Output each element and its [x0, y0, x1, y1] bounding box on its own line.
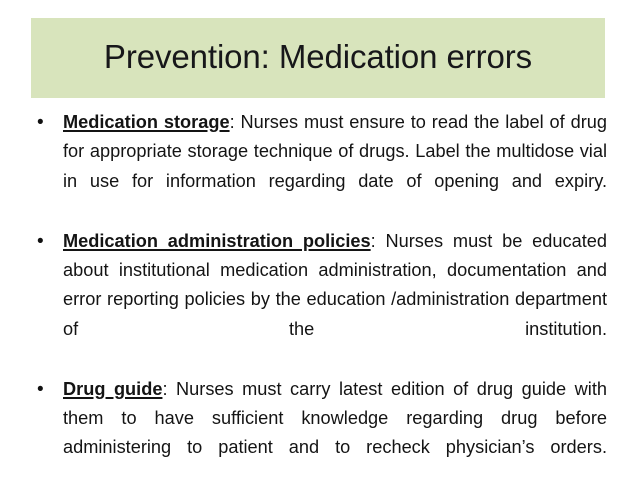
- list-item-body: : Nurses must ensure to read the label of drug for appropriate storage technique of drugs. Label the multidose vial in use for information regarding date of opening and expiry.: [63, 112, 607, 191]
- list-item-text: [63, 227, 607, 374]
- page-title: Prevention: Medication errors: [103, 37, 533, 75]
- list-item: [31, 108, 607, 226]
- slide-title-band: [31, 18, 605, 98]
- bullet-point-icon: •: [37, 230, 44, 252]
- list-item: [31, 375, 607, 492]
- bullet-point-icon: •: [37, 112, 44, 133]
- bullet-point-icon: •: [37, 378, 44, 400]
- list-item-text: [63, 375, 607, 492]
- list-item-text: [63, 108, 607, 226]
- slide-body: [31, 108, 607, 492]
- list-item-lead: Medication storage: [63, 112, 230, 132]
- list-item-body: : Nurses must carry latest edition of drug guide with them to have sufficient knowledge regarding drug before administering to patient and to recheck physician’s orders.: [63, 378, 608, 458]
- list-item-body: : Nurses must be educated about institutional medication administration, documentation and error reporting policies by the education /administration department of the institution.: [63, 230, 608, 339]
- list-item-lead: Medication administration policies: [63, 230, 371, 251]
- list-item-lead: Drug guide: [63, 378, 163, 399]
- list-item: [31, 227, 607, 374]
- bullet-list: [31, 108, 607, 492]
